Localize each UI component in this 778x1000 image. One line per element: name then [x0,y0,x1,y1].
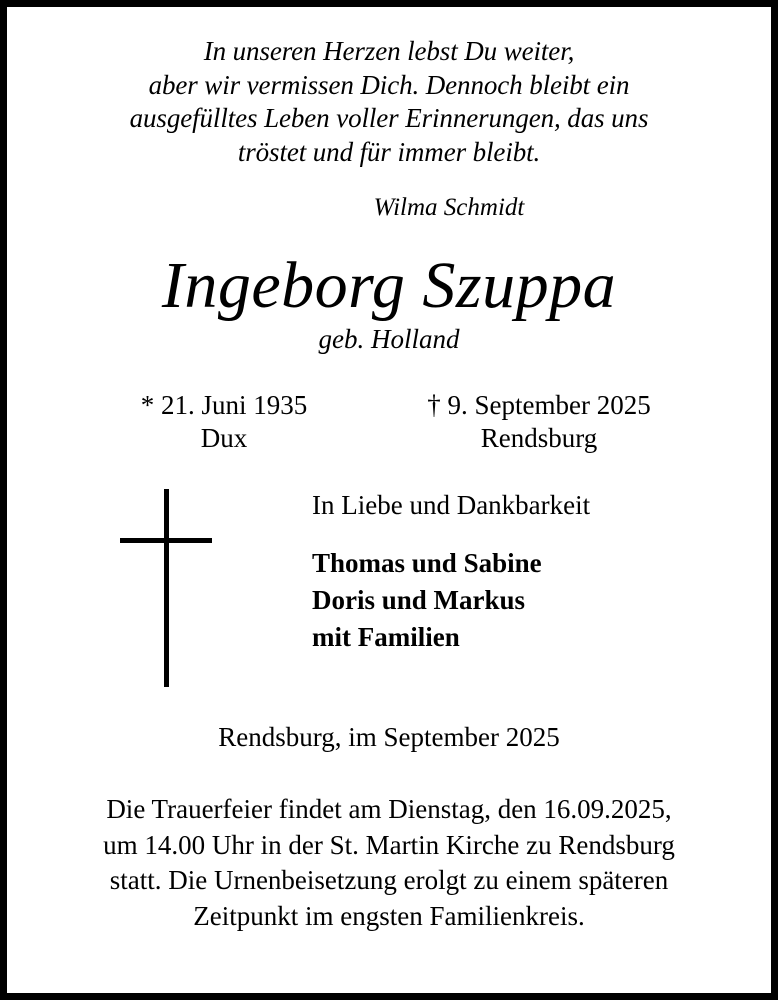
service-line-3: statt. Die Urnenbeisetzung erolgt zu einem späteren [109,865,669,895]
deceased-maiden-name: geb. Holland [318,324,460,354]
service-line-2: um 14.00 Uhr in der St. Martin Kirche zu Rendsburg [103,829,675,860]
survivor-line-1: Thomas und Sabine [312,548,542,578]
life-dates [7,389,771,455]
cross-vertical-bar [164,489,169,687]
verse-line-3: ausgefülltes Leben voller Erinnerungen, das uns [129,103,649,133]
latin-cross-icon [120,489,212,687]
verse-line-1: In unseren Herzen lebst Du weiter, [203,36,575,66]
tribute-text-block [312,489,590,656]
funeral-service-details [7,792,771,934]
obituary-notice-content [7,7,771,993]
tribute-section [7,489,771,699]
birth-date: * 21. Juni 1935 [140,390,308,420]
birth-block [74,389,374,455]
place-and-date: Rendsburg, im September 2025 [218,722,560,752]
death-date: † 9. September 2025 [427,390,651,420]
survivor-list [312,545,590,656]
memorial-verse [7,7,771,169]
death-block [374,389,704,455]
verse-author: Wilma Schmidt [373,194,525,221]
survivor-line-2: Doris und Markus [312,585,526,615]
verse-line-4: tröstet und für immer bleibt. [237,136,541,167]
birth-place: Dux [200,423,248,453]
tribute-heading: In Liebe und Dankbarkeit [312,490,591,520]
verse-line-2: aber wir vermissen Dich. Dennoch bleibt ein [148,69,630,100]
service-line-1: Die Trauerfeier findet am Dienstag, den 16.09.2025, [106,794,672,824]
cross-horizontal-bar [120,538,212,543]
deceased-name: Ingeborg Szuppa [161,249,617,322]
survivor-line-3: mit Familien [312,622,460,652]
death-place: Rendsburg [480,423,598,453]
service-line-4: Zeitpunkt im engsten Familienkreis. [193,900,585,931]
